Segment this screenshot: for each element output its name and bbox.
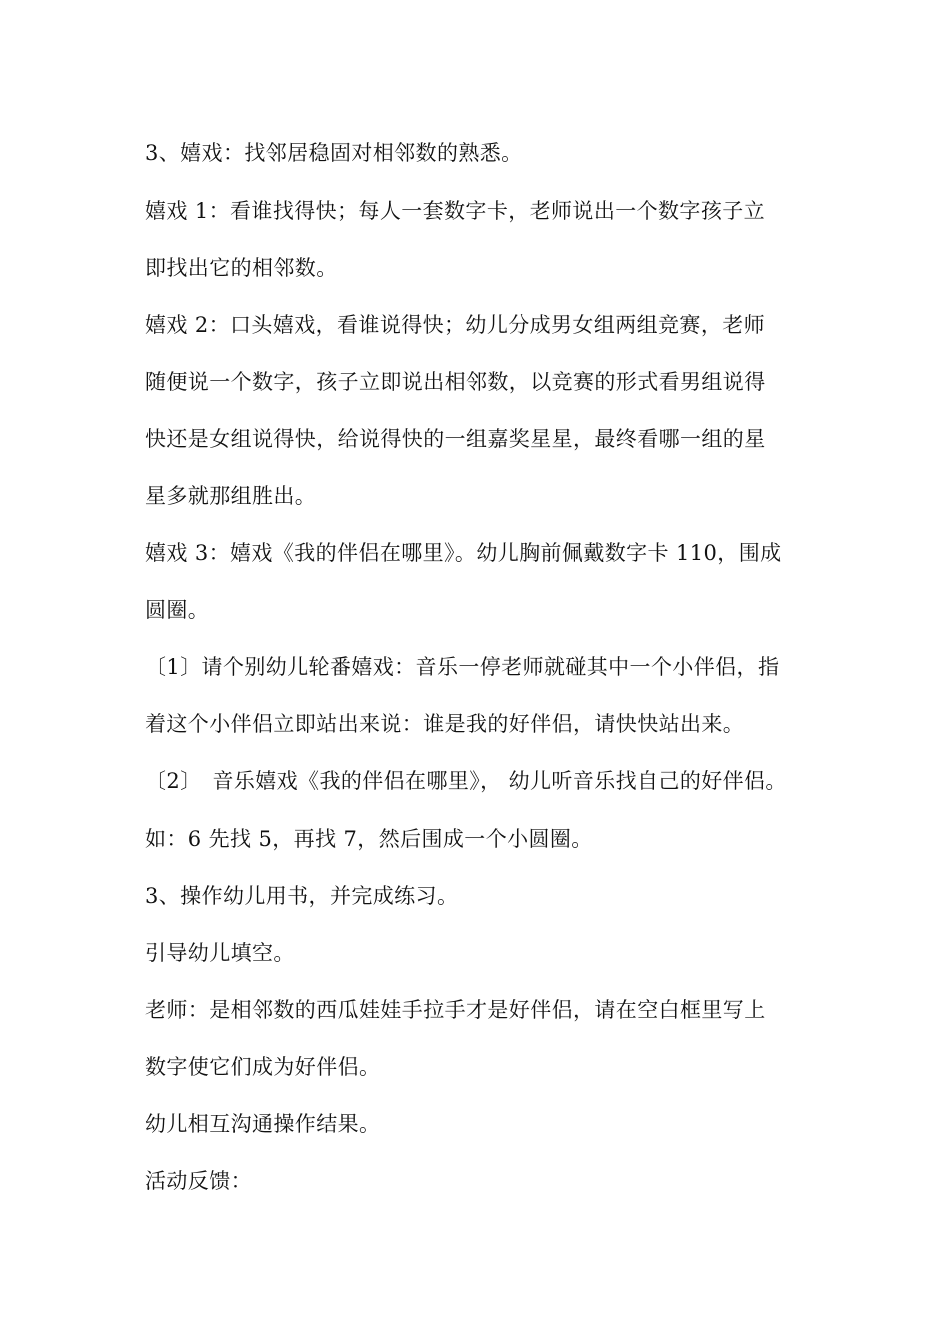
text-line: 星多就那组胜出。 (145, 484, 317, 508)
text-line: 活动反馈： (145, 1169, 252, 1193)
text-line: 3、嬉戏：找邻居稳固对相邻数的熟悉。 (145, 141, 523, 165)
text-line: 着这个小伴侣立即站出来说：谁是我的好伴侣，请快快站出来。 (145, 712, 745, 736)
text-line: 3、操作幼儿用书，并完成练习。 (145, 884, 459, 908)
text-line: 引导幼儿填空。 (145, 941, 295, 965)
text-line: 嬉戏 2：口头嬉戏，看谁说得快；幼儿分成男女组两组竞赛，老师 (145, 313, 766, 337)
text-line: 如：6 先找 5，再找 7，然后围成一个小圆圈。 (145, 827, 593, 851)
text-line: 嬉戏 3：嬉戏《我的伴侣在哪里》。幼儿胸前佩戴数字卡 110，围成 (145, 541, 782, 565)
text-line: 即找出它的相邻数。 (145, 256, 338, 280)
text-line: 〔2〕 音乐嬉戏《我的伴侣在哪里》， 幼儿听音乐找自己的好伴侣。 (145, 769, 787, 793)
text-line: 圆圈。 (145, 598, 210, 622)
text-line: 〔1〕请个别幼儿轮番嬉戏：音乐一停老师就碰其中一个小伴侣，指 (145, 655, 780, 679)
text-line: 嬉戏 1：看谁找得快；每人一套数字卡，老师说出一个数字孩子立 (145, 199, 766, 223)
text-line: 幼儿相互沟通操作结果。 (145, 1112, 381, 1136)
text-line: 随便说一个数字，孩子立即说出相邻数，以竞赛的形式看男组说得 (145, 370, 766, 394)
text-line: 快还是女组说得快，给说得快的一组嘉奖星星，最终看哪一组的星 (145, 427, 766, 451)
text-line: 数字使它们成为好伴侣。 (145, 1055, 381, 1079)
text-line: 老师：是相邻数的西瓜娃娃手拉手才是好伴侣，请在空白框里写上 (145, 998, 766, 1022)
